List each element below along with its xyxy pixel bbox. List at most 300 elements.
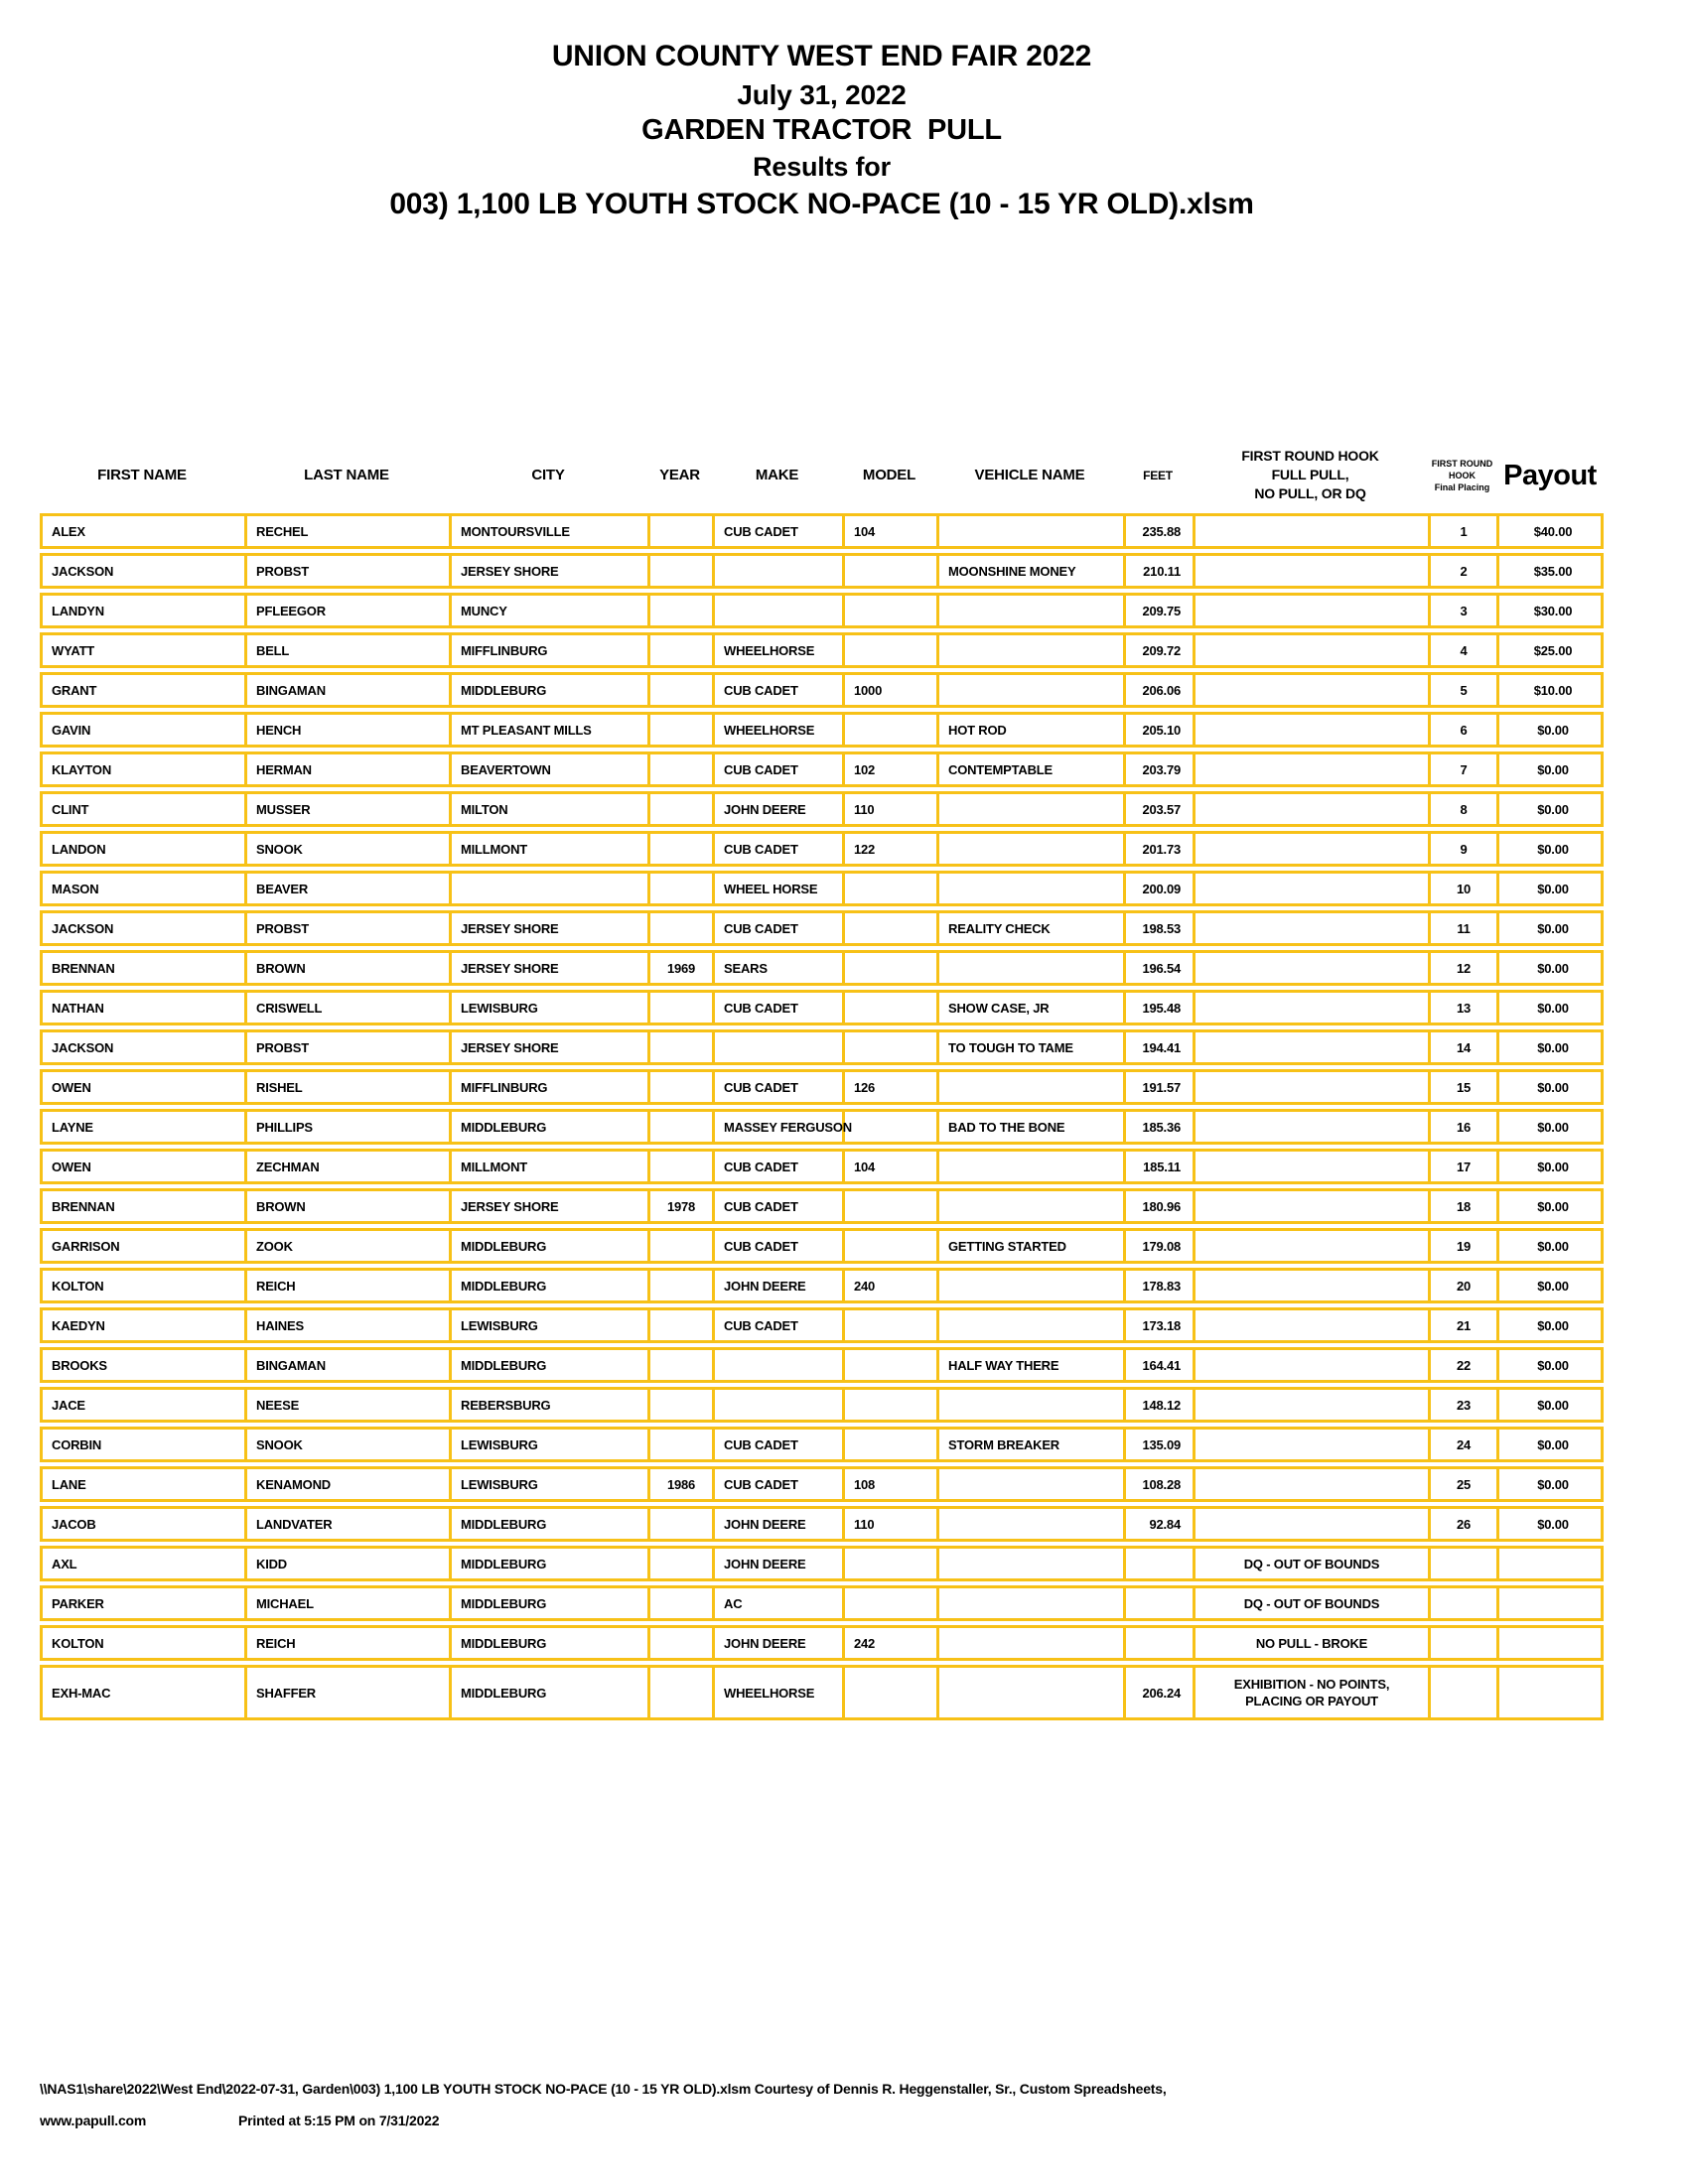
- class-file-name: 003) 1,100 LB YOUTH STOCK NO-PACE (10 - 15 YR OLD).xlsm: [389, 188, 1254, 220]
- cell-city: MIDDLEBURG: [452, 1231, 650, 1261]
- cell-payout: $40.00: [1533, 523, 1573, 539]
- cell-make: CUB CADET: [715, 1430, 845, 1459]
- results-table: [40, 437, 1604, 1724]
- cell-last-name: PROBST: [247, 1032, 452, 1062]
- cell-model: [845, 1588, 939, 1618]
- cell-placing: 15: [1431, 1072, 1499, 1102]
- table-row: [40, 871, 1604, 906]
- cell-last-name: NEESE: [247, 1390, 452, 1420]
- cell-year: [650, 1310, 715, 1340]
- cell-model: [845, 993, 939, 1023]
- cell-model: 110: [845, 794, 939, 824]
- cell-placing: [1431, 1668, 1499, 1717]
- cell-placing: 7: [1431, 754, 1499, 784]
- cell-make: [715, 556, 845, 586]
- cell-payout: $0.00: [1537, 1476, 1569, 1492]
- table-row: [40, 791, 1604, 827]
- cell-year: [650, 1231, 715, 1261]
- cell-make: CUB CADET: [715, 1152, 845, 1181]
- cell-payout: $30.00: [1533, 603, 1573, 618]
- cell-city: MIDDLEBURG: [452, 1668, 650, 1717]
- cell-feet: [1126, 1628, 1196, 1658]
- cell-make: [715, 1390, 845, 1420]
- cell-first-name: BROOKS: [43, 1350, 247, 1380]
- cell-placing: 23: [1431, 1390, 1499, 1420]
- cell-feet: 209.75: [1126, 596, 1196, 625]
- cell-city: REBERSBURG: [452, 1390, 650, 1420]
- col-header-first-round-hook: [1193, 447, 1428, 503]
- cell-city: MT PLEASANT MILLS: [452, 715, 650, 745]
- cell-year: [650, 1628, 715, 1658]
- cell-last-name: PROBST: [247, 913, 452, 943]
- cell-vehicle-name: [939, 1191, 1126, 1221]
- cell-vehicle-name: SHOW CASE, JR: [939, 993, 1126, 1023]
- cell-make: CUB CADET: [715, 754, 845, 784]
- col-header-first-name: FIRST NAME: [97, 466, 187, 483]
- cell-last-name: PFLEEGOR: [247, 596, 452, 625]
- cell-hook: NO PULL - BROKE: [1196, 1628, 1431, 1658]
- table-row: [40, 1228, 1604, 1264]
- cell-city: MIDDLEBURG: [452, 1588, 650, 1618]
- cell-model: 104: [845, 516, 939, 546]
- cell-make: CUB CADET: [715, 1072, 845, 1102]
- cell-model: 126: [845, 1072, 939, 1102]
- cell-feet: 206.24: [1126, 1668, 1196, 1717]
- cell-payout: $0.00: [1537, 1436, 1569, 1452]
- cell-last-name: SNOOK: [247, 834, 452, 864]
- cell-feet: 206.06: [1126, 675, 1196, 705]
- cell-city: MIDDLEBURG: [452, 1350, 650, 1380]
- cell-feet: 210.11: [1126, 556, 1196, 586]
- cell-last-name: RECHEL: [247, 516, 452, 546]
- cell-feet: 92.84: [1126, 1509, 1196, 1539]
- cell-vehicle-name: [939, 1072, 1126, 1102]
- cell-last-name: BROWN: [247, 953, 452, 983]
- cell-last-name: LANDVATER: [247, 1509, 452, 1539]
- cell-model: [845, 715, 939, 745]
- cell-payout: $0.00: [1537, 1317, 1569, 1333]
- cell-hook: DQ - OUT OF BOUNDS: [1196, 1549, 1431, 1578]
- cell-last-name: BROWN: [247, 1191, 452, 1221]
- printed-timestamp: Printed at 5:15 PM on 7/31/2022: [238, 2113, 440, 2128]
- cell-feet: 235.88: [1126, 516, 1196, 546]
- cell-first-name: OWEN: [43, 1152, 247, 1181]
- cell-hook: [1196, 1152, 1431, 1181]
- cell-city: BEAVERTOWN: [452, 754, 650, 784]
- cell-year: [650, 1271, 715, 1300]
- cell-vehicle-name: [939, 1469, 1126, 1499]
- cell-vehicle-name: CONTEMPTABLE: [939, 754, 1126, 784]
- cell-hook: [1196, 1390, 1431, 1420]
- cell-vehicle-name: [939, 1152, 1126, 1181]
- cell-placing: [1431, 1628, 1499, 1658]
- title-block: [40, 40, 1604, 222]
- cell-year: 1969: [650, 953, 715, 983]
- cell-year: [650, 1112, 715, 1142]
- cell-model: [845, 556, 939, 586]
- cell-placing: 17: [1431, 1152, 1499, 1181]
- cell-payout: $0.00: [1537, 841, 1569, 857]
- cell-feet: 185.36: [1126, 1112, 1196, 1142]
- cell-last-name: KIDD: [247, 1549, 452, 1578]
- cell-feet: 209.72: [1126, 635, 1196, 665]
- cell-make: WHEEL HORSE: [715, 874, 845, 903]
- cell-payout: $0.00: [1537, 722, 1569, 738]
- cell-year: [650, 754, 715, 784]
- cell-vehicle-name: [939, 675, 1126, 705]
- cell-hook: [1196, 675, 1431, 705]
- cell-make: JOHN DEERE: [715, 1628, 845, 1658]
- cell-feet: 135.09: [1126, 1430, 1196, 1459]
- cell-feet: 191.57: [1126, 1072, 1196, 1102]
- cell-payout: [1499, 1549, 1607, 1578]
- cell-last-name: PHILLIPS: [247, 1112, 452, 1142]
- col-header-make: MAKE: [755, 466, 799, 483]
- cell-city: JERSEY SHORE: [452, 556, 650, 586]
- cell-city: MIDDLEBURG: [452, 1549, 650, 1578]
- cell-model: 1000: [845, 675, 939, 705]
- cell-placing: 13: [1431, 993, 1499, 1023]
- cell-city: JERSEY SHORE: [452, 953, 650, 983]
- cell-city: JERSEY SHORE: [452, 1191, 650, 1221]
- cell-year: [650, 675, 715, 705]
- cell-model: 122: [845, 834, 939, 864]
- cell-vehicle-name: GETTING STARTED: [939, 1231, 1126, 1261]
- table-row: [40, 1347, 1604, 1383]
- cell-model: [845, 596, 939, 625]
- cell-make: AC: [715, 1588, 845, 1618]
- cell-model: [845, 913, 939, 943]
- col-header-vehicle-name: VEHICLE NAME: [974, 466, 1085, 483]
- cell-payout: $0.00: [1537, 1079, 1569, 1095]
- cell-last-name: ZECHMAN: [247, 1152, 452, 1181]
- cell-hook: [1196, 754, 1431, 784]
- cell-vehicle-name: [939, 1588, 1126, 1618]
- cell-make: CUB CADET: [715, 913, 845, 943]
- cell-last-name: CRISWELL: [247, 993, 452, 1023]
- cell-year: [650, 1668, 715, 1717]
- table-header-row: [40, 437, 1604, 513]
- cell-feet: 196.54: [1126, 953, 1196, 983]
- cell-year: [650, 1390, 715, 1420]
- table-row: [40, 1585, 1604, 1621]
- cell-feet: 180.96: [1126, 1191, 1196, 1221]
- cell-year: [650, 1152, 715, 1181]
- table-row: [40, 1665, 1604, 1720]
- cell-first-name: LANDYN: [43, 596, 247, 625]
- cell-last-name: PROBST: [247, 556, 452, 586]
- cell-model: 242: [845, 1628, 939, 1658]
- cell-make: MASSEY FERGUSON: [715, 1112, 845, 1142]
- cell-year: [650, 556, 715, 586]
- cell-feet: 185.11: [1126, 1152, 1196, 1181]
- cell-year: [650, 794, 715, 824]
- table-row: [40, 553, 1604, 589]
- cell-hook: [1196, 1032, 1431, 1062]
- cell-first-name: PARKER: [43, 1588, 247, 1618]
- cell-hook: DQ - OUT OF BOUNDS: [1196, 1588, 1431, 1618]
- cell-vehicle-name: [939, 1509, 1126, 1539]
- cell-placing: 19: [1431, 1231, 1499, 1261]
- hook-header-line: NO PULL, OR DQ: [1254, 485, 1366, 501]
- cell-city: LEWISBURG: [452, 1469, 650, 1499]
- cell-first-name: KLAYTON: [43, 754, 247, 784]
- cell-model: [845, 1231, 939, 1261]
- cell-model: [845, 1430, 939, 1459]
- cell-last-name: BINGAMAN: [247, 1350, 452, 1380]
- cell-city: MIFFLINBURG: [452, 1072, 650, 1102]
- cell-feet: 203.57: [1126, 794, 1196, 824]
- cell-placing: 21: [1431, 1310, 1499, 1340]
- cell-city: MIDDLEBURG: [452, 1271, 650, 1300]
- cell-year: 1978: [650, 1191, 715, 1221]
- cell-city: MIDDLEBURG: [452, 675, 650, 705]
- page-footer: [40, 2079, 1658, 2132]
- cell-payout: $0.00: [1537, 1119, 1569, 1135]
- cell-hook: [1196, 1430, 1431, 1459]
- cell-first-name: KOLTON: [43, 1628, 247, 1658]
- cell-last-name: BELL: [247, 635, 452, 665]
- cell-feet: 178.83: [1126, 1271, 1196, 1300]
- cell-first-name: BRENNAN: [43, 953, 247, 983]
- cell-first-name: AXL: [43, 1549, 247, 1578]
- cell-payout: $0.00: [1537, 1159, 1569, 1174]
- cell-placing: 10: [1431, 874, 1499, 903]
- cell-make: [715, 1350, 845, 1380]
- cell-payout: $0.00: [1537, 1000, 1569, 1016]
- cell-first-name: LANE: [43, 1469, 247, 1499]
- cell-last-name: SHAFFER: [247, 1668, 452, 1717]
- cell-vehicle-name: REALITY CHECK: [939, 913, 1126, 943]
- table-row: [40, 1387, 1604, 1423]
- cell-feet: 173.18: [1126, 1310, 1196, 1340]
- cell-hook: [1196, 834, 1431, 864]
- cell-first-name: JACKSON: [43, 1032, 247, 1062]
- cell-first-name: BRENNAN: [43, 1191, 247, 1221]
- cell-model: 240: [845, 1271, 939, 1300]
- results-for-label: Results for: [753, 152, 891, 182]
- cell-make: CUB CADET: [715, 1469, 845, 1499]
- cell-payout: $0.00: [1537, 1357, 1569, 1373]
- cell-model: 108: [845, 1469, 939, 1499]
- cell-make: WHEELHORSE: [715, 715, 845, 745]
- cell-placing: 20: [1431, 1271, 1499, 1300]
- cell-make: SEARS: [715, 953, 845, 983]
- cell-city: [452, 874, 650, 903]
- cell-feet: 108.28: [1126, 1469, 1196, 1499]
- cell-make: JOHN DEERE: [715, 1509, 845, 1539]
- website-text: www.papull.com: [40, 2113, 147, 2128]
- cell-vehicle-name: [939, 953, 1126, 983]
- cell-year: 1986: [650, 1469, 715, 1499]
- table-row: [40, 751, 1604, 787]
- cell-city: MIDDLEBURG: [452, 1509, 650, 1539]
- cell-first-name: CORBIN: [43, 1430, 247, 1459]
- cell-payout: [1499, 1628, 1607, 1658]
- cell-payout: $0.00: [1537, 881, 1569, 896]
- cell-vehicle-name: [939, 1549, 1126, 1578]
- cell-hook: [1196, 1271, 1431, 1300]
- cell-placing: 24: [1431, 1430, 1499, 1459]
- cell-vehicle-name: [939, 1668, 1126, 1717]
- cell-payout: $0.00: [1537, 920, 1569, 936]
- file-path-credit-line: \\NAS1\share\2022\West End\2022-07-31, Garden\003) 1,100 LB YOUTH STOCK NO-PACE (10 - 15 YR OLD).xlsm Courtesy of Dennis R. Heggenstaller, Sr., Custom Spreadsheets,: [40, 2081, 1167, 2097]
- cell-year: [650, 635, 715, 665]
- cell-placing: 22: [1431, 1350, 1499, 1380]
- cell-model: 110: [845, 1509, 939, 1539]
- cell-vehicle-name: STORM BREAKER: [939, 1430, 1126, 1459]
- cell-model: 102: [845, 754, 939, 784]
- cell-placing: 1: [1431, 516, 1499, 546]
- cell-vehicle-name: [939, 635, 1126, 665]
- cell-model: [845, 1191, 939, 1221]
- cell-hook: [1196, 1310, 1431, 1340]
- cell-model: [845, 1310, 939, 1340]
- cell-hook: [1196, 993, 1431, 1023]
- cell-first-name: JACKSON: [43, 556, 247, 586]
- cell-placing: 9: [1431, 834, 1499, 864]
- cell-city: MILLMONT: [452, 1152, 650, 1181]
- cell-placing: 26: [1431, 1509, 1499, 1539]
- cell-feet: 203.79: [1126, 754, 1196, 784]
- cell-vehicle-name: BAD TO THE BONE: [939, 1112, 1126, 1142]
- cell-first-name: KOLTON: [43, 1271, 247, 1300]
- cell-feet: 195.48: [1126, 993, 1196, 1023]
- cell-year: [650, 715, 715, 745]
- cell-year: [650, 913, 715, 943]
- cell-payout: [1499, 1588, 1607, 1618]
- cell-city: MILTON: [452, 794, 650, 824]
- table-row: [40, 593, 1604, 628]
- cell-first-name: ALEX: [43, 516, 247, 546]
- cell-vehicle-name: [939, 834, 1126, 864]
- cell-last-name: KENAMOND: [247, 1469, 452, 1499]
- cell-first-name: WYATT: [43, 635, 247, 665]
- table-row: [40, 1109, 1604, 1145]
- cell-hook: [1196, 1350, 1431, 1380]
- cell-make: CUB CADET: [715, 834, 845, 864]
- cell-vehicle-name: [939, 794, 1126, 824]
- table-row: [40, 1506, 1604, 1542]
- cell-hook: [1196, 794, 1431, 824]
- cell-last-name: BEAVER: [247, 874, 452, 903]
- col-header-payout: Payout: [1503, 459, 1597, 491]
- cell-city: MIDDLEBURG: [452, 1628, 650, 1658]
- cell-placing: [1431, 1549, 1499, 1578]
- cell-make: WHEELHORSE: [715, 635, 845, 665]
- cell-year: [650, 596, 715, 625]
- table-row: [40, 950, 1604, 986]
- cell-year: [650, 1588, 715, 1618]
- event-name: GARDEN TRACTOR PULL: [641, 114, 1002, 146]
- cell-placing: 5: [1431, 675, 1499, 705]
- cell-payout: $0.00: [1537, 1198, 1569, 1214]
- cell-payout: $0.00: [1537, 1238, 1569, 1254]
- cell-make: JOHN DEERE: [715, 794, 845, 824]
- cell-city: MUNCY: [452, 596, 650, 625]
- cell-last-name: REICH: [247, 1271, 452, 1300]
- table-row: [40, 672, 1604, 708]
- hook-header-line: FULL PULL,: [1271, 467, 1349, 482]
- cell-model: [845, 1112, 939, 1142]
- cell-year: [650, 993, 715, 1023]
- cell-placing: 4: [1431, 635, 1499, 665]
- cell-first-name: GAVIN: [43, 715, 247, 745]
- cell-placing: [1431, 1588, 1499, 1618]
- table-body: [40, 513, 1604, 1720]
- cell-first-name: JACOB: [43, 1509, 247, 1539]
- cell-last-name: SNOOK: [247, 1430, 452, 1459]
- cell-hook: [1196, 1231, 1431, 1261]
- cell-year: [650, 516, 715, 546]
- cell-first-name: GRANT: [43, 675, 247, 705]
- cell-last-name: HERMAN: [247, 754, 452, 784]
- cell-payout: $0.00: [1537, 960, 1569, 976]
- cell-first-name: JACKSON: [43, 913, 247, 943]
- cell-model: [845, 874, 939, 903]
- cell-placing: 18: [1431, 1191, 1499, 1221]
- cell-last-name: MICHAEL: [247, 1588, 452, 1618]
- cell-last-name: MUSSER: [247, 794, 452, 824]
- cell-payout: $0.00: [1537, 1039, 1569, 1055]
- cell-make: CUB CADET: [715, 1191, 845, 1221]
- placing-header-line: FIRST ROUND: [1431, 458, 1493, 469]
- cell-city: JERSEY SHORE: [452, 1032, 650, 1062]
- cell-year: [650, 1430, 715, 1459]
- cell-model: [845, 1032, 939, 1062]
- cell-payout: $0.00: [1537, 761, 1569, 777]
- cell-year: [650, 1350, 715, 1380]
- table-row: [40, 1268, 1604, 1303]
- placing-header-line: HOOK: [1449, 470, 1476, 480]
- table-row: [40, 1546, 1604, 1581]
- cell-city: MIFFLINBURG: [452, 635, 650, 665]
- cell-feet: 164.41: [1126, 1350, 1196, 1380]
- cell-city: LEWISBURG: [452, 1430, 650, 1459]
- cell-first-name: EXH-MAC: [43, 1668, 247, 1717]
- cell-placing: 11: [1431, 913, 1499, 943]
- cell-city: LEWISBURG: [452, 993, 650, 1023]
- cell-vehicle-name: [939, 596, 1126, 625]
- cell-feet: 205.10: [1126, 715, 1196, 745]
- cell-hook: [1196, 913, 1431, 943]
- cell-hook: [1196, 953, 1431, 983]
- cell-first-name: LAYNE: [43, 1112, 247, 1142]
- cell-placing: 8: [1431, 794, 1499, 824]
- col-header-final-placing: [1428, 458, 1496, 493]
- cell-last-name: BINGAMAN: [247, 675, 452, 705]
- cell-make: [715, 596, 845, 625]
- cell-hook: [1196, 635, 1431, 665]
- cell-year: [650, 1549, 715, 1578]
- table-row: [40, 910, 1604, 946]
- cell-first-name: CLINT: [43, 794, 247, 824]
- cell-placing: 3: [1431, 596, 1499, 625]
- cell-placing: 14: [1431, 1032, 1499, 1062]
- col-header-last-name: LAST NAME: [304, 466, 389, 483]
- cell-first-name: GARRISON: [43, 1231, 247, 1261]
- cell-payout: $0.00: [1537, 1516, 1569, 1532]
- cell-make: CUB CADET: [715, 1231, 845, 1261]
- cell-feet: 200.09: [1126, 874, 1196, 903]
- cell-feet: 179.08: [1126, 1231, 1196, 1261]
- col-header-model: MODEL: [862, 466, 916, 483]
- cell-hook: EXHIBITION - NO POINTS, PLACING OR PAYOUT: [1196, 1668, 1431, 1717]
- cell-vehicle-name: [939, 1390, 1126, 1420]
- cell-payout: $0.00: [1537, 801, 1569, 817]
- cell-vehicle-name: HOT ROD: [939, 715, 1126, 745]
- table-row: [40, 712, 1604, 748]
